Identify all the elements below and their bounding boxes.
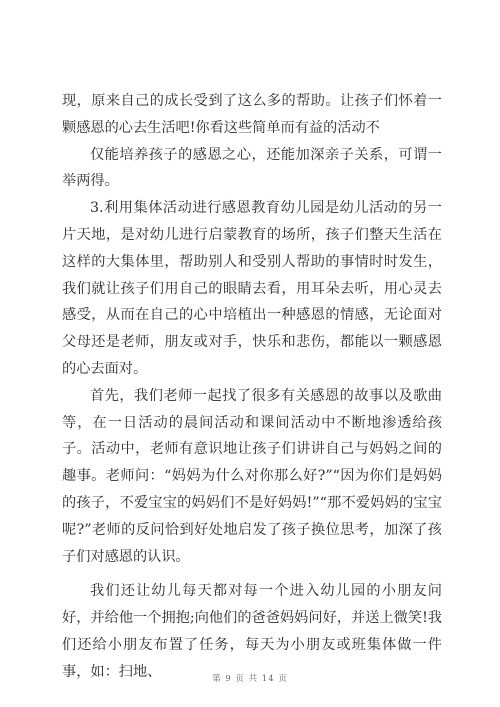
paragraph-collective-activities: 3.利用集体活动进行感恩教育幼儿园是幼儿活动的另一片天地，是对幼儿进行启蒙教育的场所，孩子们整天生活在这样的大集体里，帮助别人和受别人帮助的事情时时发生，我们就让孩子们用自己的眼睛去看，用耳朵去听，用心灵去感受，从而在自己的心中培植出一种感恩的情感，无论面对父母还是老师，朋友或对手，快乐和悲伤，都能以一颗感恩的心去面对。 [62,200,442,377]
page-number: 第 9 页 共 14 页 [212,674,288,684]
document-body [62,88,442,686]
paragraph-continuation: 现，原来自己的成长受到了这么多的帮助。让孩子们怀着一颗感恩的心去生活吧!你看这些简单而有益的活动不 [62,93,442,136]
paragraph-daily-greeting: 我们还让幼儿每天都对每一个进入幼儿园的小朋友问好，并给他一个拥抱;向他们的爸爸妈妈问好，并送上微笑!我们还给小朋友布置了任务，每天为小朋友或班集体做一件事，如：扫地、 [62,583,442,680]
paragraph-gratitude-benefit: 仅能培养孩子的感恩之心，还能加深亲子关系，可谓一举两得。 [62,146,442,190]
page-footer [0,672,500,684]
paragraph-teacher-stories: 首先，我们老师一起找了很多有关感恩的故事以及歌曲等，在一日活动的晨间活动和课间活动中不断地渗透给孩子。活动中，老师有意识地让孩子们讲讲自己与妈妈之间的趣事。老师问：“妈妈为什么对你那么好?”“因为你们是妈妈的孩子，不爱宝宝的妈妈们不是好妈妈!”“那不爱妈妈的宝宝呢?”老师的反问恰到好处地启发了孩子换位思考，加深了孩子们对感恩的认识。 [62,387,442,565]
